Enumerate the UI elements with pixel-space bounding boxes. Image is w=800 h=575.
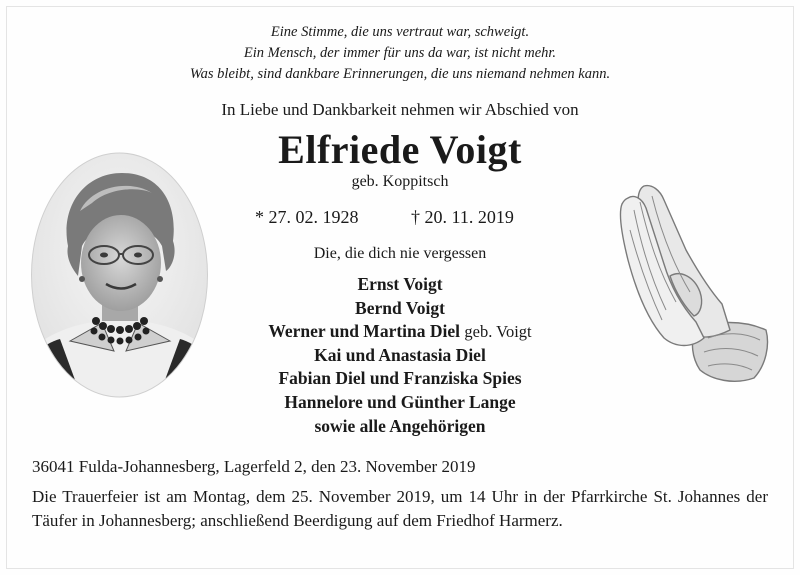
mourner-3 [180,320,620,344]
place-and-date: 36041 Fulda-Johannesberg, Lagerfeld 2, den 23. November 2019 [32,457,476,476]
mourner-6: Hannelore und Günther Lange [284,391,516,412]
birth-symbol: * [255,207,264,227]
verse [120,22,680,85]
portrait-photo [30,151,209,399]
praying-hands-icon [604,180,774,395]
life-dates [255,207,514,228]
verse-line-3: Was bleibt, sind dankbare Erinnerungen, die uns niemand nehmen kann. [189,66,611,82]
verse-line-1: Eine Stimme, die uns vertraut war, schweigt. [270,24,530,40]
deceased-name: Elfriede Voigt [278,127,522,172]
maiden-name: geb. Koppitsch [351,173,449,190]
mourner-5: Fabian Diel und Franziska Spies [278,368,522,389]
mourner-4: Kai und Anastasia Diel [314,344,486,365]
verse-line-2: Ein Mensch, der immer für uns da war, ist nicht mehr. [243,45,557,61]
mourner-7: sowie alle Angehörigen [314,415,486,436]
mourners-list [180,273,620,438]
death [411,207,514,228]
intro-line: In Liebe und Dankbarkeit nehmen wir Abschied von [221,100,579,119]
death-date: 20. 11. 2019 [424,207,514,227]
mourner-2: Bernd Voigt [355,297,445,318]
mourner-3-note: geb. Voigt [464,322,532,342]
death-symbol: † [411,207,420,227]
remember-line: Die, die dich nie vergessen [313,245,487,262]
funeral-notice: Die Trauerfeier ist am Montag, dem 25. November 2019, um 14 Uhr in der Pfarrkirche St. Johannes der Täufer in Johannesberg; anschließend Beerdigung auf dem Friedhof Harmerz. [32,487,768,530]
mourner-1: Ernst Voigt [357,274,443,294]
birth-date: 27. 02. 1928 [268,207,359,227]
mourner-3-name: Werner und Martina Diel [268,321,461,342]
birth [255,207,359,228]
